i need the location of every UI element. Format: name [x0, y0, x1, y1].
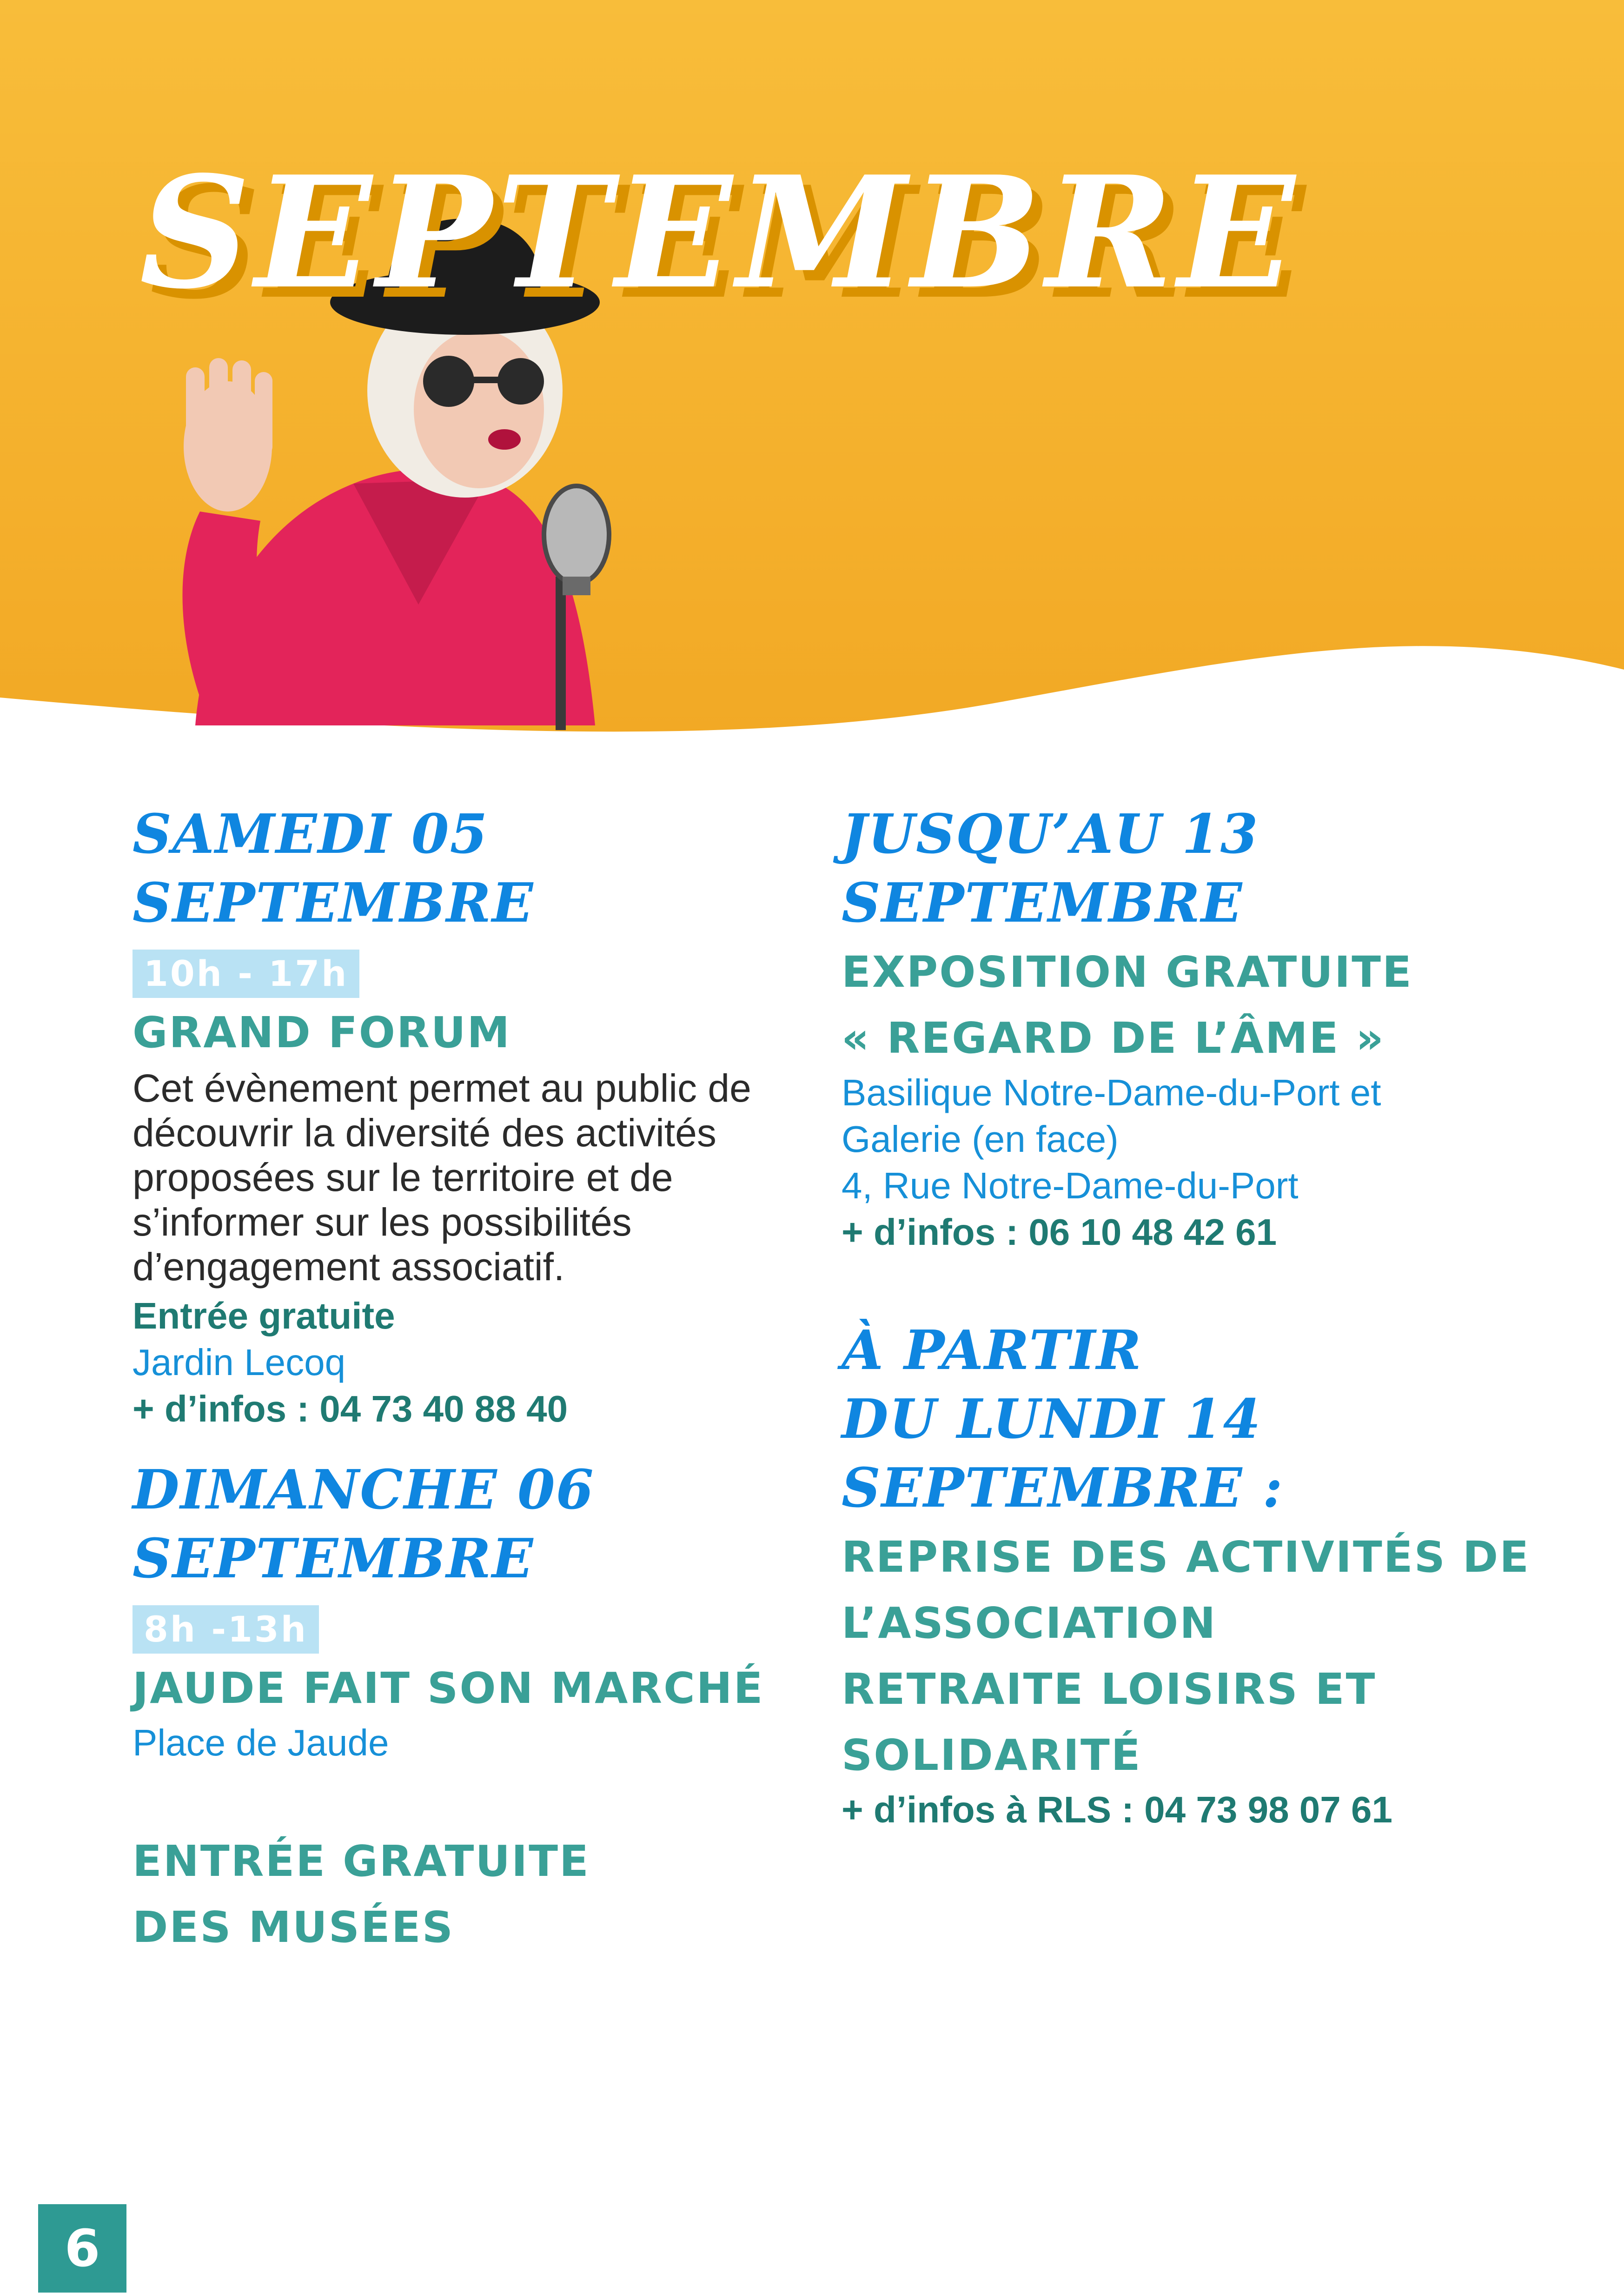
- event-place: Place de Jaude: [133, 1722, 389, 1763]
- right-column: [842, 800, 1567, 1833]
- event-date: JUSQU’AU 13: [842, 803, 1259, 866]
- event-description: Cet évènement permet au public de découvrir la diversité des activités proposées sur le territoire et de s’informer sur les possibilités d’engagement associatif.: [133, 1066, 751, 1289]
- event-title-line3: RETRAITE LOISIRS ET: [842, 1664, 1377, 1714]
- contact-info: + d’infos : 06 10 48 42 61: [842, 1211, 1277, 1253]
- event-activities-resume: [842, 1316, 1567, 1833]
- contact-info: + d’infos : 04 73 40 88 40: [133, 1388, 568, 1429]
- event-museums: [133, 1830, 821, 1959]
- event-date-month: SEPTEMBRE :: [842, 1456, 1284, 1520]
- event-exhibition: [842, 800, 1567, 1256]
- event-date: SAMEDI 05: [133, 803, 489, 866]
- event-title: JAUDE FAIT SON MARCHÉ: [133, 1663, 764, 1713]
- event-date-month: SEPTEMBRE: [133, 871, 534, 935]
- event-place: Basilique Notre-Dame-du-Port et: [842, 1072, 1381, 1113]
- event-date-month: SEPTEMBRE: [842, 871, 1243, 935]
- event-subtitle: « REGARD DE L’ÂME »: [842, 1013, 1385, 1063]
- event-date-day: DU LUNDI 14: [842, 1388, 1262, 1451]
- page-number: 6: [38, 2204, 126, 2293]
- contact-info: + d’infos à RLS : 04 73 98 07 61: [842, 1789, 1392, 1830]
- event-title-line2: L’ASSOCIATION: [842, 1598, 1217, 1648]
- event-title: ENTRÉE GRATUITE: [133, 1836, 590, 1886]
- hero-banner: [0, 0, 1624, 763]
- event-market: [133, 1456, 821, 1766]
- entry-info: Entrée gratuite: [133, 1295, 395, 1336]
- left-column: [133, 800, 821, 1959]
- time-badge: 8h -13h: [133, 1605, 319, 1654]
- event-place-line2: Galerie (en face): [842, 1118, 1119, 1160]
- month-title: SEPTEMBRE: [139, 142, 1300, 323]
- hero-illustration: [0, 0, 1624, 763]
- event-date: À PARTIR: [842, 1319, 1142, 1382]
- event-forum: [133, 800, 821, 1432]
- event-date-month: SEPTEMBRE: [133, 1527, 534, 1590]
- event-title: GRAND FORUM: [133, 1008, 511, 1057]
- event-title: EXPOSITION GRATUITE: [842, 947, 1413, 997]
- event-date: DIMANCHE 06: [133, 1458, 595, 1522]
- event-title: REPRISE DES ACTIVITÉS DE: [842, 1532, 1531, 1582]
- event-place: Jardin Lecoq: [133, 1342, 346, 1383]
- time-badge: 10h - 17h: [133, 950, 359, 998]
- event-address: 4, Rue Notre-Dame-du-Port: [842, 1165, 1299, 1206]
- event-title-line2: DES MUSÉES: [133, 1902, 454, 1952]
- event-title-line4: SOLIDARITÉ: [842, 1730, 1142, 1780]
